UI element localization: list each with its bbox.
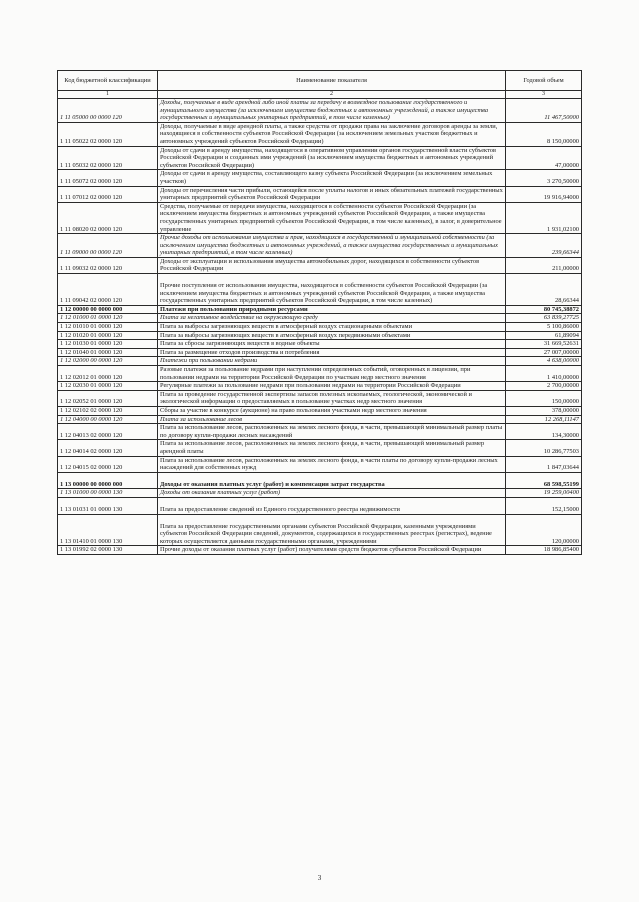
page-number: 3 [317,874,322,882]
row-name: Прочие поступления от использования имущества, находящегося в собственности субъектов Российской Федерации (за исключением имущества бюджетных и автономных учреждений субъектов Российской Федерации, а также имущества государственных унитарных предприятий субъектов Российской Федерации, в том числе казенных) [158,274,506,306]
table-row [58,415,582,424]
row-value: 239,66344 [506,234,582,258]
row-value: 5 100,86000 [506,323,582,332]
table-row [58,390,582,406]
row-value: 211,00000 [506,257,582,273]
row-name: Плата за предоставление государственными органами субъектов Российской Федерации, казенными учреждениями субъектов Российской Федерации сведений, документов, содержащихся в государственных реестрах (регистрах), ведение которых осуществляется данными государственными органами, учреждениями [158,514,506,546]
row-name: Плата за негативное воздействие на окружающую среду [158,314,506,323]
row-value: 1 410,00000 [506,366,582,382]
row-code: 1 12 02102 02 0000 120 [58,406,158,415]
row-code: 1 12 00000 00 0000 000 [58,305,158,314]
header-num-3: 3 [506,91,582,99]
table-row [58,170,582,186]
row-code: 1 13 01031 01 0000 130 [58,497,158,514]
row-value: 68 598,55199 [506,472,582,489]
table-body [58,99,582,555]
table-row [58,202,582,233]
table-row [58,257,582,273]
row-code: 1 12 01020 01 0000 120 [58,331,158,340]
row-value: 10 286,77503 [506,440,582,456]
row-name: Плата за использование лесов [158,415,506,424]
row-name: Плата за выбросы загрязняющих веществ в атмосферный воздух стационарными объектами [158,323,506,332]
table-row [58,186,582,202]
table-header-row [58,71,582,91]
table-row [58,305,582,314]
row-code: 1 13 01000 00 0000 130 [58,489,158,498]
table-row [58,234,582,258]
row-code: 1 12 02012 01 0000 120 [58,366,158,382]
header-num-2: 2 [158,91,506,99]
row-name: Плата за сбросы загрязняющих веществ в водные объекты [158,340,506,349]
row-code: 1 12 01010 01 0000 120 [58,323,158,332]
row-name: Плата за проведение государственной экспертизы запасов полезных ископаемых, геологической, экономической и экологической информации о предоставляемых в пользование участках недр местного значения [158,390,506,406]
row-code: 1 11 05032 02 0000 120 [58,146,158,170]
row-name: Доходы от оказания платных услуг (работ) и компенсации затрат государства [158,472,506,489]
row-name: Плата за предоставление сведений из Единого государственного реестра недвижимости [158,497,506,514]
row-name: Средства, получаемые от передачи имущества, находящегося в собственности субъектов Российской Федерации (за исключением имущества бюджетных и автономных учреждений субъектов Российской Федерации, а также имущества государственных унитарных предприятий субъектов Российской Федерации, в том числе казенных), в залог, в доверительное управление [158,202,506,233]
header-num-1: 1 [58,91,158,99]
row-code: 1 11 09000 00 0000 120 [58,234,158,258]
table-row [58,472,582,489]
row-value: 19 259,00400 [506,489,582,498]
row-name: Прочие доходы от оказания платных услуг (работ) получателями средств бюджетов субъектов Российской Федерации [158,546,506,555]
row-name: Доходы от перечисления части прибыли, остающейся после уплаты налогов и иных обязательных платежей государственных унитарных предприятий субъектов Российской Федерации [158,186,506,202]
row-name: Доходы, получаемые в виде арендной либо иной платы за передачу в возмездное пользование государственного и муниципального имущества (за исключением имущества бюджетных и автономных учреждений, а также имущества государственных и муниципальных унитарных предприятий, в том числе казенных) [158,99,506,123]
row-value: 8 150,00000 [506,122,582,146]
row-value: 28,66344 [506,274,582,306]
row-code: 1 12 01030 01 0000 120 [58,340,158,349]
row-name: Разовые платежи за пользование недрами при наступлении определенных событий, оговоренных в лицензии, при пользовании недрами на территории Российской Федерации по участкам недр местного значения [158,366,506,382]
row-name: Доходы, получаемые в виде арендной платы, а также средства от продажи права на заключение договоров аренды за земли, находящиеся в собственности субъектов Российской Федерации (за исключением земельных участков бюджетных и автономных учреждений субъектов Российской Федерации) [158,122,506,146]
row-value: 61,89094 [506,331,582,340]
header-amount: Годовой объем [506,71,582,91]
row-value: 80 745,38872 [506,305,582,314]
table-row [58,274,582,306]
header-name: Наименование показателя [158,71,506,91]
row-code: 1 12 02000 00 0000 120 [58,357,158,366]
row-code: 1 11 07012 02 0000 120 [58,186,158,202]
row-code: 1 13 00000 00 0000 000 [58,472,158,489]
table-row [58,382,582,391]
table-row [58,323,582,332]
row-name: Плата за использование лесов, расположенных на землях лесного фонда, в части, превышающей минимальный размер платы по договору купли-продажи лесных насаждений [158,424,506,440]
row-code: 1 12 02052 01 0000 120 [58,390,158,406]
row-name: Сборы за участие в конкурсе (аукционе) на право пользования участками недр местного значения [158,406,506,415]
row-value: 152,15000 [506,497,582,514]
row-name: Доходы от оказания платных услуг (работ) [158,489,506,498]
budget-table [57,70,582,555]
table-number-row [58,91,582,99]
row-code: 1 11 08020 02 0000 120 [58,202,158,233]
row-name: Плата за размещение отходов производства и потребления [158,348,506,357]
table-row [58,348,582,357]
row-value: 31 669,52631 [506,340,582,349]
row-value: 18 986,85400 [506,546,582,555]
row-value: 27 007,00000 [506,348,582,357]
table-row [58,456,582,472]
row-value: 2 700,00000 [506,382,582,391]
row-code: 1 12 01000 01 0000 120 [58,314,158,323]
table-row [58,146,582,170]
row-name: Доходы от сдачи в аренду имущества, находящегося в оперативном управлении органов государственной власти субъектов Российской Федерации и созданных ими учреждений (за исключением имущества бюджетных и автономных учреждений субъектов Российской Федерации) [158,146,506,170]
table-row [58,99,582,123]
row-code: 1 12 04014 02 0000 120 [58,440,158,456]
row-value: 11 467,50000 [506,99,582,123]
row-value: 4 638,00000 [506,357,582,366]
row-name: Доходы от эксплуатации и использования имущества автомобильных дорог, находящихся в собственности субъектов Российской Федерации [158,257,506,273]
row-code: 1 11 05072 02 0000 120 [58,170,158,186]
row-value: 1 931,02100 [506,202,582,233]
table-row [58,331,582,340]
row-code: 1 11 05022 02 0000 120 [58,122,158,146]
row-value: 47,00000 [506,146,582,170]
table-row [58,440,582,456]
row-code: 1 11 09032 02 0000 120 [58,257,158,273]
row-name: Регулярные платежи за пользование недрами при пользовании недрами на территории Российской Федерации [158,382,506,391]
row-code: 1 12 04015 02 0000 120 [58,456,158,472]
row-name: Плата за использование лесов, расположенных на землях лесного фонда, в части, превышающей минимальный размер арендной платы [158,440,506,456]
row-value: 1 847,03644 [506,456,582,472]
row-code: 1 12 01040 01 0000 120 [58,348,158,357]
table-row [58,489,582,498]
row-code: 1 13 01992 02 0000 130 [58,546,158,555]
table-row [58,357,582,366]
row-code: 1 11 05000 00 0000 120 [58,99,158,123]
row-name: Платежи при пользовании природными ресурсами [158,305,506,314]
row-value: 120,00000 [506,514,582,546]
row-value: 134,30000 [506,424,582,440]
row-code: 1 12 02030 01 0000 120 [58,382,158,391]
row-code: 1 11 09042 02 0000 120 [58,274,158,306]
row-value: 150,00000 [506,390,582,406]
row-name: Плата за выбросы загрязняющих веществ в атмосферный воздух передвижными объектами [158,331,506,340]
row-code: 1 12 04013 02 0000 120 [58,424,158,440]
table-row [58,314,582,323]
row-code: 1 13 01410 01 0000 130 [58,514,158,546]
table-row [58,424,582,440]
row-name: Плата за использование лесов, расположенных на землях лесного фонда, в части платы по договору купли-продажи лесных насаждений для собственных нужд [158,456,506,472]
table-row [58,122,582,146]
row-code: 1 12 04000 00 0000 120 [58,415,158,424]
row-name: Прочие доходы от использования имущества и прав, находящихся в государственной и муниципальной собственности (за исключением имущества бюджетных и автономных учреждений, а также имущества государственных и муниципальных унитарных предприятий, в том числе казенных) [158,234,506,258]
table-row [58,366,582,382]
table-row [58,406,582,415]
table-row [58,497,582,514]
table-row [58,546,582,555]
row-value: 63 839,27725 [506,314,582,323]
table-row [58,514,582,546]
row-name: Доходы от сдачи в аренду имущества, составляющего казну субъекта Российской Федерации (за исключением земельных участков) [158,170,506,186]
row-value: 378,00000 [506,406,582,415]
row-value: 19 916,94000 [506,186,582,202]
row-name: Платежи при пользовании недрами [158,357,506,366]
table-row [58,340,582,349]
header-code: Код бюджетной классификации [58,71,158,91]
row-value: 12 268,11147 [506,415,582,424]
row-value: 3 270,50000 [506,170,582,186]
